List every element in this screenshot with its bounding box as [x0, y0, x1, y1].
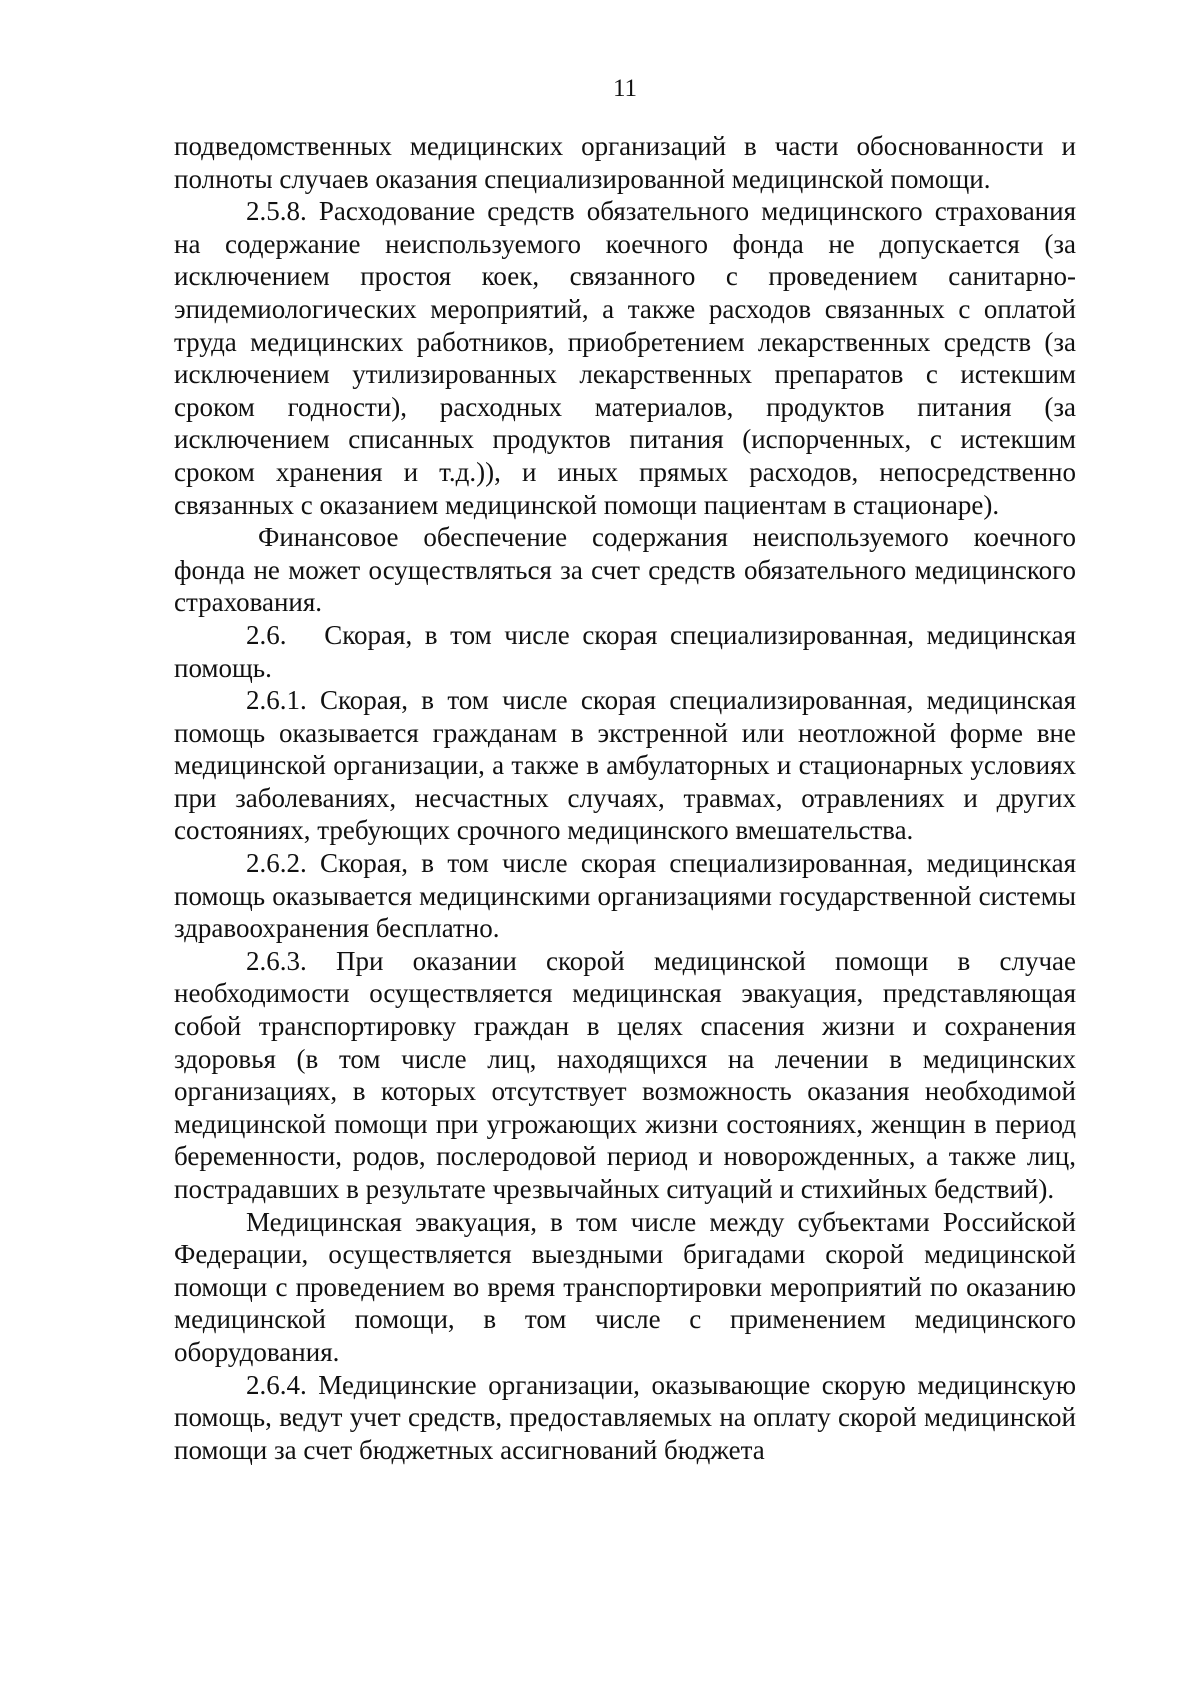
- document-body: [174, 130, 1076, 1466]
- paragraph-financing: Финансовое обеспечение содержания неиспользуемого коечного фонда не может осуществляться за счет средств обязательного медицинского страхования.: [174, 522, 1076, 618]
- paragraph-continuation: подведомственных медицинских организаций в части обоснованности и полноты случаев оказания специализированной медицинской помощи.: [174, 131, 1076, 194]
- paragraph-2-5-8: 2.5.8. Расходование средств обязательного медицинского страхования на содержание неиспользуемого коечного фонда не допускается (за исключением простоя коек, связанного с проведением санитарно-эпидемиологических мероприятий, а также расходов связанных с оплатой труда медицинских работников, приобретением лекарственных средств (за исключением утилизированных лекарственных препаратов с истекшим сроком годности), расходных материалов, продуктов питания (за исключением списанных продуктов питания (испорченных, с истекшим сроком хранения и т.д.)), и иных прямых расходов, непосредственно связанных с оказанием медицинской помощи пациентам в стационаре).: [174, 196, 1076, 520]
- paragraph-2-6-4: 2.6.4. Медицинские организации, оказывающие скорую медицинскую помощь, ведут учет средств, предоставляемых на оплату скорой медицинской помощи за счет бюджетных ассигнований бюджета: [174, 1369, 1076, 1465]
- paragraph-2-6-2: 2.6.2. Скорая, в том числе скорая специализированная, медицинская помощь оказывается медицинскими организациями государственной системы здравоохранения бесплатно.: [174, 848, 1076, 944]
- page-number: 11: [612, 75, 638, 102]
- paragraph-medical-evacuation: Медицинская эвакуация, в том числе между субъектами Российской Федерации, осуществляется выездными бригадами скорой медицинской помощи с проведением во время транспортировки мероприятий по оказанию медицинской помощи, в том числе с применением медицинского оборудования.: [174, 1206, 1076, 1367]
- paragraph-2-6-1: 2.6.1. Скорая, в том числе скорая специализированная, медицинская помощь оказывается гражданам в экстренной или неотложной форме вне медицинской организации, а также в амбулаторных и стационарных условиях при заболеваниях, несчастных случаях, травмах, отравлениях и других состояниях, требующих срочного медицинского вмешательства.: [174, 685, 1076, 846]
- paragraph-2-6-3: 2.6.3. При оказании скорой медицинской помощи в случае необходимости осуществляется медицинская эвакуация, представляющая собой транспортировку граждан в целях спасения жизни и сохранения здоровья (в том числе лиц, находящихся на лечении в медицинских организациях, в которых отсутствует возможность оказания необходимой медицинской помощи при угрожающих жизни состояниях, женщин в период беременности, родов, послеродовой период и новорожденных, а также лиц, пострадавших в результате чрезвычайных ситуаций и стихийных бедствий).: [174, 945, 1076, 1204]
- paragraph-2-6: 2.6. Скорая, в том числе скорая специализированная, медицинская помощь.: [174, 619, 1076, 683]
